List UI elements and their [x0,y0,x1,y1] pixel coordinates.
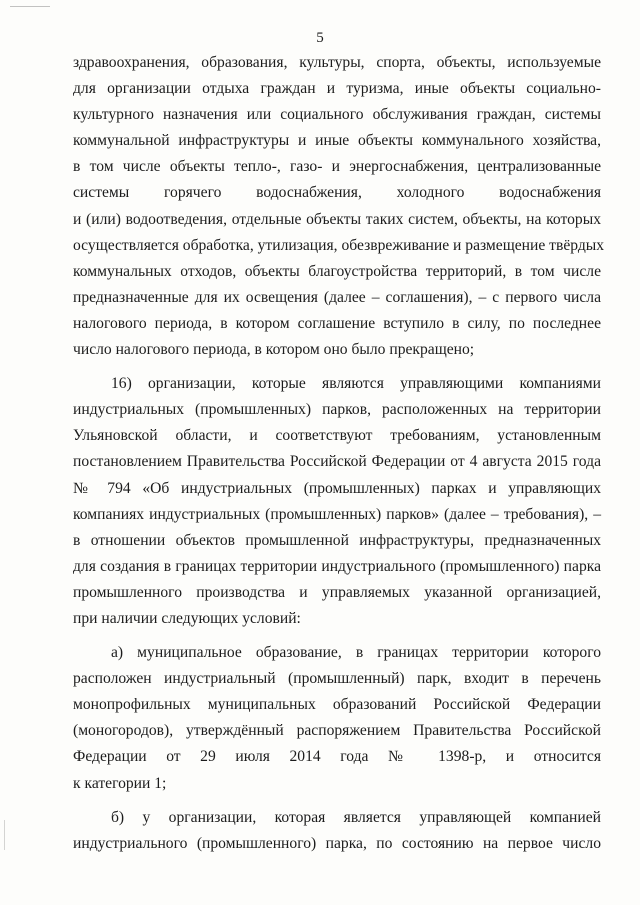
text-line: к категории 1; [73,774,167,792]
text-line: расположен индустриальный (промышленный) парк, входит в перечень [73,670,601,688]
scan-artifact [10,6,50,7]
text-line: осуществляется обработка, утилизация, обезвреживание и размещение твёрдых [73,236,605,254]
text-line: Федерации от 29 июля 2014 года № 1398-р, и относится [73,748,601,766]
text-line: индустриального (промышленного) парка, по состоянию на первое число [73,834,601,852]
text-line: культурного назначения или социального обслуживания граждан, системы [73,106,601,124]
paragraph [73,50,605,363]
paragraph-subitem-b [73,805,601,857]
text-line: налогового периода, в котором соглашение вступило в силу, по последнее [73,314,601,332]
text-line: компаниях индустриальных (промышленных) парков» (далее – требования), – [73,505,601,523]
text-line: в том числе объекты тепло-, газо- и энергоснабжения, централизованные [73,158,601,176]
page-number: 5 [316,30,324,46]
paragraph-item-16 [73,371,601,632]
text-line: при наличии следующих условий: [73,609,301,627]
text-line: постановлением Правительства Российской Федерации от 4 августа 2015 года [73,453,601,471]
text-line: коммунальных отходов, объекты благоустройства территорий, в том числе [73,262,601,280]
document-body [73,50,605,857]
text-line: промышленного производства и управляемых указанной организацией, [73,583,601,601]
text-line: здравоохранения, образования, культуры, спорта, объекты, используемые [73,54,601,71]
scan-artifact [4,820,5,850]
text-line: предназначенные для их освещения (далее – соглашения), – с первого числа [73,288,601,306]
text-line: индустриальных (промышленных) парков, расположенных на территории [73,401,601,419]
text-line: число налогового периода, в котором оно было прекращено; [73,341,475,359]
text-line: системы горячего водоснабжения, холодного водоснабжения [73,184,601,202]
text-line: б) у организации, которая является управляющей компанией [111,808,601,826]
paragraph-subitem-a [73,640,601,797]
text-line: и (или) водоотведения, отдельные объекты таких систем, объекты, на которых [73,210,601,228]
text-line: коммунальной инфраструктуры и иные объекты коммунального хозяйства, [73,132,601,150]
text-line: 16) организации, которые являются управляющими компаниями [111,375,601,393]
text-line: (моногородов), утверждённый распоряжением Правительства Российской [73,722,601,740]
text-line: для организации отдыха граждан и туризма, иные объекты социально- [73,80,601,98]
text-line: в отношении объектов промышленной инфраструктуры, предназначенных [73,531,601,549]
text-line: Ульяновской области, и соответствуют требованиям, установленным [73,427,601,445]
text-line: а) муниципальное образование, в границах территории которого [111,644,601,662]
text-line: монопрофильных муниципальных образований Российской Федерации [73,696,601,714]
text-line: для создания в границах территории индустриального (промышленного) парка [73,557,601,575]
text-line: № 794 «Об индустриальных (промышленных) парках и управляющих [73,479,601,497]
